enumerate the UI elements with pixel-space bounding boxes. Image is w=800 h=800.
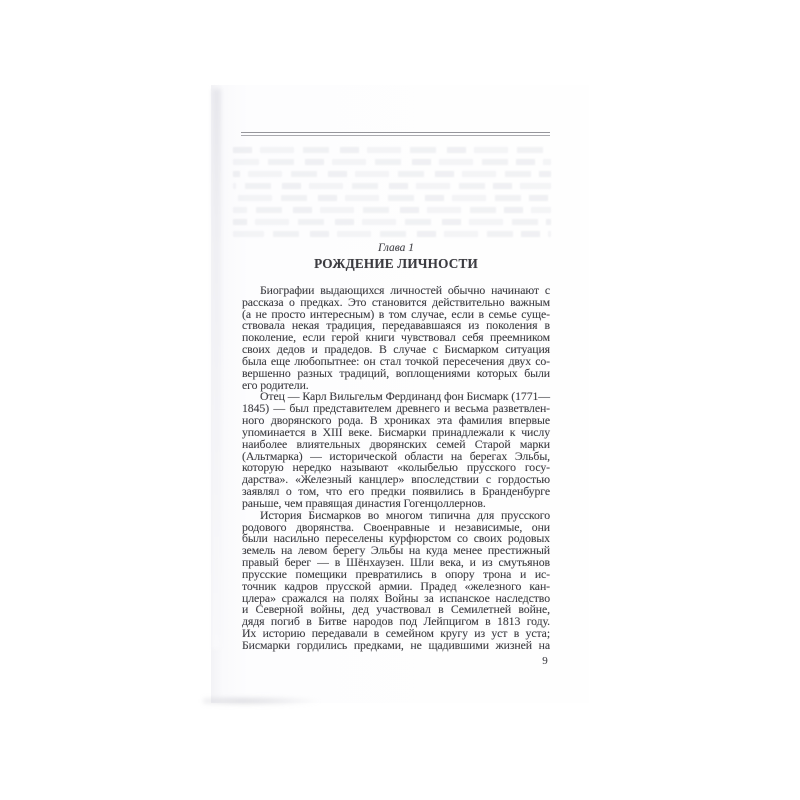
paragraph: [242, 391, 550, 509]
page-left-edge: [212, 89, 221, 649]
bleedthrough-text: [233, 147, 551, 239]
text-line: своих дедов и прадедов. В случае с Бисмарком ситуация: [242, 342, 550, 357]
text-line: прусские помещики превратились в опору трона и ис-: [242, 566, 550, 581]
text-line: Отец — Карл Вильгельм Фердинанд фон Бисмарк (1771—: [260, 389, 550, 404]
body-text: [242, 285, 550, 652]
text-line: поколение, если герой книги чувствовал себя преемником: [242, 330, 550, 345]
bleedthrough-line: [233, 159, 551, 165]
bleedthrough-line: [233, 171, 551, 177]
text-line: раньше, чем правящая династия Гогенцоллернов.: [242, 495, 486, 510]
text-line: земель на левом берегу Эльбы на куда менее престижный: [242, 543, 550, 558]
bleedthrough-line: [233, 231, 551, 237]
book-page: [211, 85, 589, 703]
text-line: наиболее влиятельных дворянских семей Старой марки: [242, 436, 550, 451]
paragraph: [242, 285, 550, 391]
bleedthrough-line: [233, 195, 551, 201]
text-line: (а не просто интересным) в том случае, если в семье суще-: [242, 306, 550, 321]
bleedthrough-line: [233, 207, 551, 213]
text-line: цлера» сражался на полях Войны за испанское наследство: [242, 590, 550, 605]
chapter-header-rule: [241, 132, 550, 136]
text-line: 1845) — был представителем древнего и весьма разветвлен-: [242, 401, 550, 416]
page-corner-shadow: [203, 696, 323, 706]
text-line: заявлял о том, что его предки появились в Бранденбурге: [242, 484, 550, 499]
text-line: дядя погиб в Битве народов под Лейпцигом в 1813 году.: [242, 614, 550, 629]
text-line: правый берег — в Шёнхаузен. Шли века, и из смутьянов: [242, 555, 550, 570]
text-line: Биографии выдающихся личностей обычно начинают с: [260, 283, 550, 297]
page-number: 9: [542, 655, 548, 667]
bleedthrough-line: [233, 219, 551, 225]
chapter-label: Глава 1: [377, 242, 415, 254]
text-line: История Бисмарков во многом типична для прусского: [260, 507, 550, 522]
text-line: дарства». «Железный канцлер» впоследствии с гордостью: [242, 472, 550, 487]
paragraph: [242, 507, 550, 652]
text-line: и Северной войны, дед участвовал в Семилетней войне,: [242, 602, 550, 617]
text-line: вершенно разных традиций, воплощениями которых были: [242, 365, 550, 380]
text-line: упоминается в XIII веке. Бисмарки принадлежали к числу: [242, 424, 550, 439]
text-line: ствовала некая традиция, передававшаяся из поколения в: [242, 318, 550, 333]
text-line: родового дворянства. Своенравные и независимые, они: [242, 519, 550, 534]
text-line: (Альтмарка) — исторической области на берегах Эльбы,: [242, 448, 550, 463]
text-line: были насильно переселены курфюрстом со своих родовых: [242, 531, 550, 546]
text-line: точник кадров прусской армии. Прадед «железного кан-: [242, 578, 550, 593]
text-line: Их историю передавали в семейном кругу из уст в уста;: [242, 626, 550, 641]
text-line: была еще любопытнее: он стал точкой пересечения двух со-: [242, 353, 550, 368]
text-line: которую нередко называют «колыбелью прусского госу-: [242, 460, 550, 475]
text-line: его родители.: [242, 377, 309, 392]
bleedthrough-line: [233, 183, 551, 189]
bleedthrough-line: [233, 147, 551, 153]
text-line: рассказа о предках. Это становится действительно важным: [242, 294, 550, 309]
text-line: ного дворянского рода. В хрониках эта фамилия впервые: [242, 413, 550, 428]
chapter-title: РОЖДЕНИЕ ЛИЧНОСТИ: [314, 256, 478, 271]
text-line: Бисмарки гордились предками, не щадившими жизней на: [242, 637, 550, 652]
